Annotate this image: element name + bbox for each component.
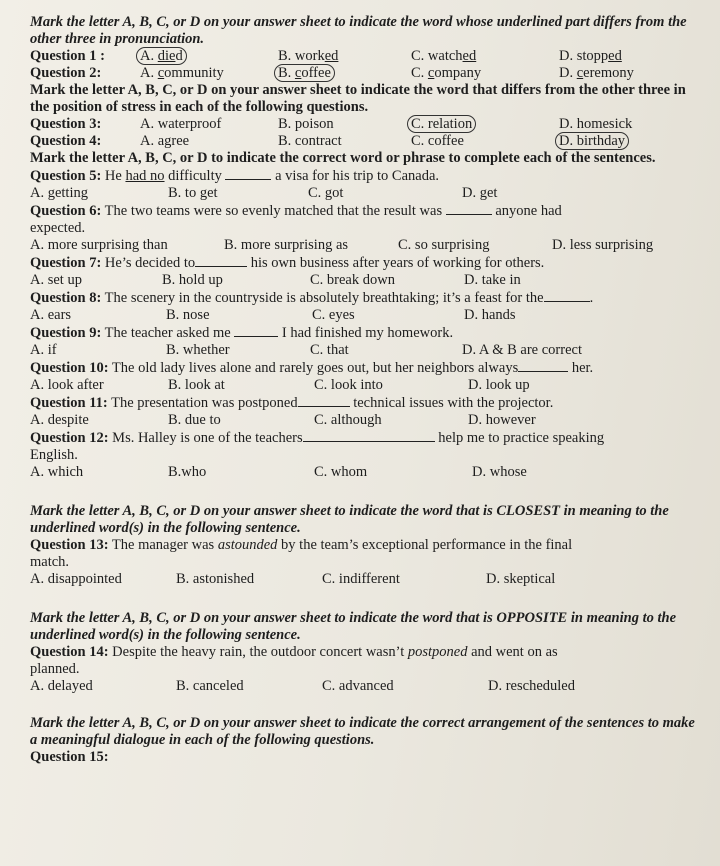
q2-option-a[interactable]: A. community [140, 65, 224, 81]
question-2 [30, 65, 698, 82]
question-11-options [30, 412, 698, 429]
q11-option-c[interactable]: C. although [314, 412, 382, 428]
q5-option-b[interactable]: B. to get [168, 185, 218, 201]
q14-option-d[interactable]: D. rescheduled [488, 678, 575, 694]
q10-option-c[interactable]: C. look into [314, 377, 383, 393]
q7-blank[interactable] [195, 254, 247, 267]
q11-option-b[interactable]: B. due to [168, 412, 221, 428]
q12-blank[interactable] [303, 429, 435, 442]
q10-option-d[interactable]: D. look up [468, 377, 530, 393]
section-pronunciation-instruction: Mark the letter A, B, C, or D on your answer sheet to indicate the word whose underlined part differs from the other three in pronunciation. [30, 14, 687, 47]
question-3 [30, 116, 698, 133]
q13-option-a[interactable]: A. disappointed [30, 571, 122, 587]
q8-option-b[interactable]: B. nose [166, 307, 210, 323]
q8-option-c[interactable]: C. eyes [312, 307, 355, 323]
question-9-options [30, 342, 698, 359]
q1-option-c[interactable]: C. watched [411, 48, 477, 64]
q9-option-d[interactable]: D. A & B are correct [462, 342, 582, 358]
q11-blank[interactable] [298, 394, 350, 407]
spacer [30, 588, 698, 610]
question-8-label: Question 8: [30, 290, 102, 306]
question-4 [30, 133, 698, 150]
question-14-stem: Question 14: Despite the heavy rain, the outdoor concert wasn’t postponed and went on as planned. [30, 644, 558, 677]
q13-option-d[interactable]: D. skeptical [486, 571, 556, 587]
q7-option-a[interactable]: A. set up [30, 272, 82, 288]
q5-option-a[interactable]: A. getting [30, 185, 88, 201]
q9-option-a[interactable]: A. if [30, 342, 57, 358]
q6-option-b[interactable]: B. more surprising as [224, 237, 349, 253]
question-14-options [30, 678, 698, 695]
q12-option-a[interactable]: A. which [30, 464, 84, 480]
q13-option-b[interactable]: B. astonished [176, 571, 255, 587]
section-antonym-instruction: Mark the letter A, B, C, or D on your answer sheet to indicate the word that is OPPOSITE in meaning to the underlined word(s) in the following sentence. [30, 610, 677, 643]
q13-option-c[interactable]: C. indifferent [322, 571, 400, 587]
q7-option-b[interactable]: B. hold up [162, 272, 223, 288]
q8-blank[interactable] [544, 289, 590, 302]
q14-option-b[interactable]: B. canceled [176, 678, 244, 694]
question-6-label: Question 6: [30, 203, 102, 219]
q10-blank[interactable] [518, 359, 568, 372]
q1-option-a[interactable]: A. died [140, 48, 278, 65]
question-1 [30, 48, 698, 65]
q3-option-b[interactable]: B. poison [278, 116, 334, 132]
q5-option-d[interactable]: D. get [462, 185, 498, 201]
q3-option-c[interactable]: C. relation [411, 116, 559, 133]
question-8-options [30, 307, 698, 324]
q12-option-c[interactable]: C. whom [314, 464, 368, 480]
q8-option-d[interactable]: D. hands [464, 307, 516, 323]
question-9-label: Question 9: [30, 325, 102, 341]
question-10-stem: Question 10: The old lady lives alone and rarely goes out, but her neighbors always her. [30, 360, 594, 376]
question-1-label: Question 1 : [30, 48, 105, 64]
q14-option-a[interactable]: A. delayed [30, 678, 93, 694]
q1-option-d[interactable]: D. stopped [559, 48, 622, 64]
q12-option-d[interactable]: D. whose [472, 464, 527, 480]
q2-option-d[interactable]: D. ceremony [559, 65, 634, 81]
q9-option-c[interactable]: C. that [310, 342, 349, 358]
question-15-stem [30, 749, 698, 766]
q4-option-c[interactable]: C. coffee [411, 133, 464, 149]
question-8-stem: Question 8: The scenery in the countryside is absolutely breathtaking; it’s a feast for the . [30, 290, 594, 306]
q4-option-b[interactable]: B. contract [278, 133, 342, 149]
q8-option-a[interactable]: A. ears [30, 307, 72, 323]
question-7-label: Question 7: [30, 255, 102, 271]
question-13-stem: Question 13: The manager was astounded by the team’s exceptional performance in the final match. [30, 537, 573, 570]
q4-option-a[interactable]: A. agree [140, 133, 190, 149]
question-5-stem: Question 5: He had no difficulty a visa for his trip to Canada. [30, 168, 439, 184]
q3-option-a[interactable]: A. waterproof [140, 116, 222, 132]
question-12-label: Question 12: [30, 430, 109, 446]
q5-blank[interactable] [225, 167, 271, 180]
q6-option-d[interactable]: D. less surprising [552, 237, 654, 253]
section-synonym-instruction: Mark the letter A, B, C, or D on your answer sheet to indicate the word that is CLOSEST in meaning to the underlined word(s) in the following sentence. [30, 503, 669, 536]
q12-option-b[interactable]: B.who [168, 464, 207, 480]
q1-option-b[interactable]: B. worked [278, 48, 339, 64]
q2-option-c[interactable]: C. company [411, 65, 482, 81]
q11-option-d[interactable]: D. however [468, 412, 536, 428]
q11-option-a[interactable]: A. despite [30, 412, 89, 428]
question-10-label: Question 10: [30, 360, 109, 376]
q9-option-b[interactable]: B. whether [166, 342, 230, 358]
question-11-stem: Question 11: The presentation was postponed technical issues with the projector. [30, 395, 554, 411]
question-13-options [30, 571, 698, 588]
q10-option-b[interactable]: B. look at [168, 377, 225, 393]
question-2-label: Question 2: [30, 65, 102, 81]
q9-blank[interactable] [234, 324, 278, 337]
q2-option-b[interactable]: B. coffee [278, 65, 411, 82]
q14-option-c[interactable]: C. advanced [322, 678, 394, 694]
question-6-stem: Question 6: The two teams were so evenly matched that the result was anyone had expected. [30, 203, 562, 236]
q5-option-c[interactable]: C. got [308, 185, 344, 201]
question-3-label: Question 3: [30, 116, 102, 132]
question-15-label: Question 15: [30, 749, 109, 765]
question-14-label: Question 14: [30, 644, 109, 660]
q4-option-d[interactable]: D. birthday [559, 133, 629, 150]
question-13-label: Question 13: [30, 537, 109, 553]
question-4-label: Question 4: [30, 133, 102, 149]
section-completion-instruction: Mark the letter A, B, C, or D to indicate the correct word or phrase to complete each of the sentences. [30, 150, 656, 166]
q7-option-d[interactable]: D. take in [464, 272, 521, 288]
question-7-options [30, 272, 698, 289]
q10-option-a[interactable]: A. look after [30, 377, 104, 393]
question-12-stem: Question 12: Ms. Halley is one of the teachers help me to practice speaking English. [30, 430, 605, 463]
section-arrangement-instruction: Mark the letter A, B, C, or D on your answer sheet to indicate the correct arrangement of the sentences to make a meaningful dialogue in each of the following questions. [30, 715, 695, 748]
q6-option-c[interactable]: C. so surprising [398, 237, 490, 253]
question-12-options [30, 464, 698, 481]
spacer [30, 695, 698, 715]
question-7-stem: Question 7: He’s decided to his own business after years of working for others. [30, 255, 545, 271]
q7-option-c[interactable]: C. break down [310, 272, 395, 288]
question-6-options [30, 237, 698, 254]
question-10-options [30, 377, 698, 394]
question-11-label: Question 11: [30, 395, 108, 411]
q6-option-a[interactable]: A. more surprising than [30, 237, 168, 253]
question-5-options [30, 185, 698, 202]
q3-option-d[interactable]: D. homesick [559, 116, 633, 132]
q6-blank[interactable] [446, 202, 492, 215]
spacer [30, 481, 698, 503]
question-5-label: Question 5: [30, 168, 102, 184]
section-stress-instruction: Mark the letter A, B, C, or D on your answer sheet to indicate the word that differs from the other three in the position of stress in each of the following questions. [30, 82, 686, 115]
question-9-stem: Question 9: The teacher asked me I had finished my homework. [30, 325, 454, 341]
